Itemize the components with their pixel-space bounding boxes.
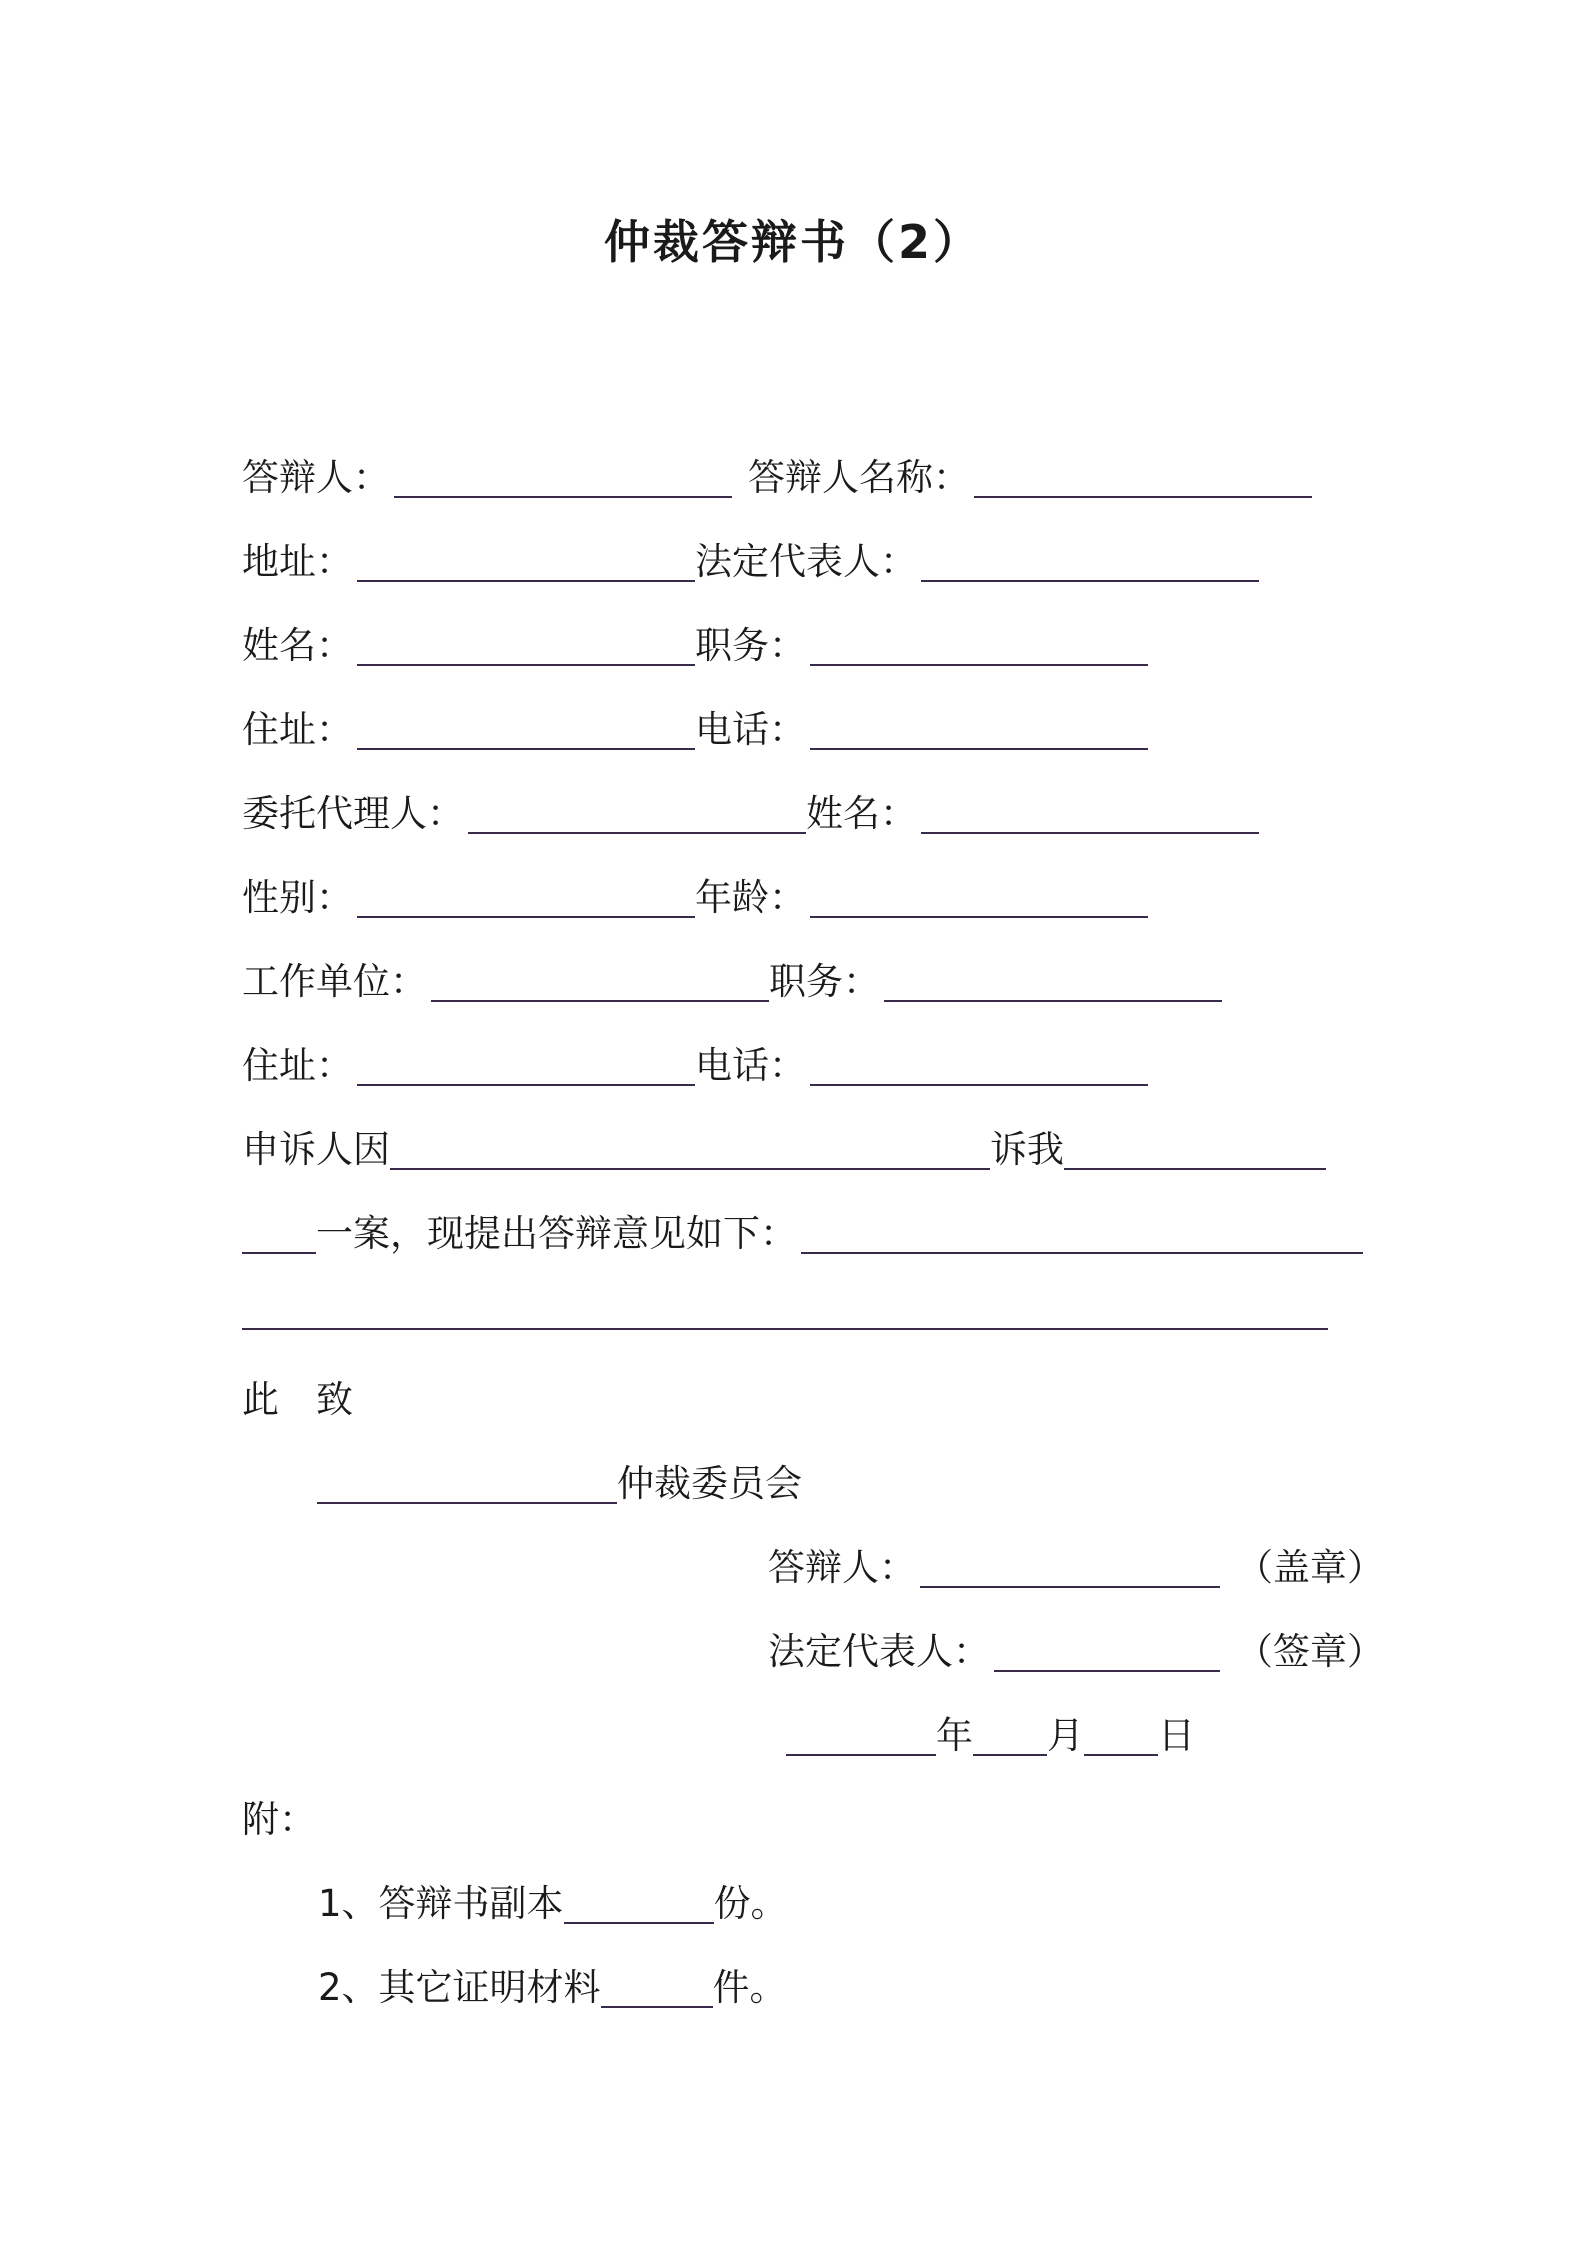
agent-name-blank[interactable] [921, 788, 1259, 834]
row-case [242, 1206, 1363, 1262]
committee-blank[interactable] [317, 1458, 617, 1504]
evidence-count-blank[interactable] [601, 1962, 713, 2008]
case-type-blank-2[interactable] [242, 1208, 316, 1254]
legal-rep-label: 法定代表人： [695, 540, 917, 583]
phone-label: 电话： [695, 708, 806, 751]
agent-residence-blank[interactable] [357, 1040, 695, 1086]
month-text: 月 [1047, 1714, 1084, 1757]
row-respondent [242, 450, 1312, 506]
attachment-item-1 [318, 1876, 788, 1932]
copies-blank[interactable] [564, 1878, 714, 1924]
greeting-row [242, 1372, 353, 1428]
phone-blank[interactable] [810, 704, 1148, 750]
legal-rep-sign-label: 法定代表人： [768, 1630, 990, 1673]
agent-label: 委托代理人： [242, 792, 464, 835]
date-row [786, 1708, 1195, 1764]
gender-label: 性别： [242, 876, 353, 919]
day-text: 日 [1158, 1714, 1195, 1757]
gender-blank[interactable] [357, 872, 695, 918]
signature-text: （签章） [1236, 1630, 1384, 1673]
case-text: 一案，现提出答辩意见如下： [316, 1212, 797, 1255]
attachment-2-prefix: 2、其它证明材料 [318, 1966, 601, 2009]
greeting-text: 此 致 [242, 1378, 353, 1421]
row-gender [242, 870, 1148, 926]
row-name [242, 618, 1148, 674]
agent-phone-label: 电话： [695, 1044, 806, 1087]
respondent-name-label: 答辩人名称： [748, 456, 970, 499]
case-reason-blank[interactable] [390, 1124, 990, 1170]
agent-position-blank[interactable] [884, 956, 1222, 1002]
defense-opinion-blank[interactable] [801, 1208, 1363, 1254]
sue-me-text: 诉我 [990, 1128, 1064, 1171]
seal-text: （盖章） [1236, 1546, 1384, 1589]
residence-blank[interactable] [357, 704, 695, 750]
respondent-blank[interactable] [394, 452, 732, 498]
workplace-blank[interactable] [431, 956, 769, 1002]
row-claimant [242, 1122, 1326, 1178]
row-agent-residence [242, 1038, 1148, 1094]
respondent-sign-blank[interactable] [920, 1542, 1220, 1588]
attachments-label: 附： [242, 1798, 316, 1841]
residence-label: 住址： [242, 708, 353, 751]
agent-name-label: 姓名： [806, 792, 917, 835]
case-type-blank[interactable] [1064, 1124, 1326, 1170]
age-blank[interactable] [810, 872, 1148, 918]
defense-opinion-line[interactable] [242, 1328, 1328, 1330]
agent-residence-label: 住址： [242, 1044, 353, 1087]
attachment-2-suffix: 件。 [712, 1966, 787, 2009]
attachment-1-suffix: 份。 [713, 1882, 788, 1925]
agent-position-label: 职务： [769, 960, 880, 1003]
attachment-1-prefix: 1、答辩书副本 [318, 1882, 564, 1925]
legal-rep-sign-blank[interactable] [994, 1626, 1220, 1672]
age-label: 年龄： [695, 876, 806, 919]
address-blank[interactable] [357, 536, 695, 582]
attachment-item-2 [318, 1960, 787, 2016]
position-label: 职务： [695, 624, 806, 667]
month-blank[interactable] [973, 1710, 1047, 1756]
attachments-row [242, 1792, 316, 1848]
respondent-sign-row [768, 1540, 1384, 1596]
legal-rep-sign-row [768, 1624, 1384, 1680]
position-blank[interactable] [810, 620, 1148, 666]
name-blank[interactable] [357, 620, 695, 666]
claimant-because-text: 申诉人因 [242, 1128, 390, 1171]
committee-row [317, 1456, 802, 1512]
row-residence [242, 702, 1148, 758]
respondent-label: 答辩人： [242, 456, 390, 499]
year-blank[interactable] [786, 1710, 936, 1756]
row-workplace [242, 954, 1222, 1010]
respondent-sign-label: 答辩人： [768, 1546, 916, 1589]
legal-rep-blank[interactable] [921, 536, 1259, 582]
agent-blank[interactable] [468, 788, 806, 834]
respondent-name-blank[interactable] [974, 452, 1312, 498]
committee-text: 仲裁委员会 [617, 1462, 802, 1505]
workplace-label: 工作单位： [242, 960, 427, 1003]
document-title: 仲裁答辩书（2） [603, 215, 982, 269]
row-address [242, 534, 1259, 590]
row-agent [242, 786, 1259, 842]
address-label: 地址： [242, 540, 353, 583]
day-blank[interactable] [1084, 1710, 1158, 1756]
agent-phone-blank[interactable] [810, 1040, 1148, 1086]
name-label: 姓名： [242, 624, 353, 667]
year-text: 年 [936, 1714, 973, 1757]
